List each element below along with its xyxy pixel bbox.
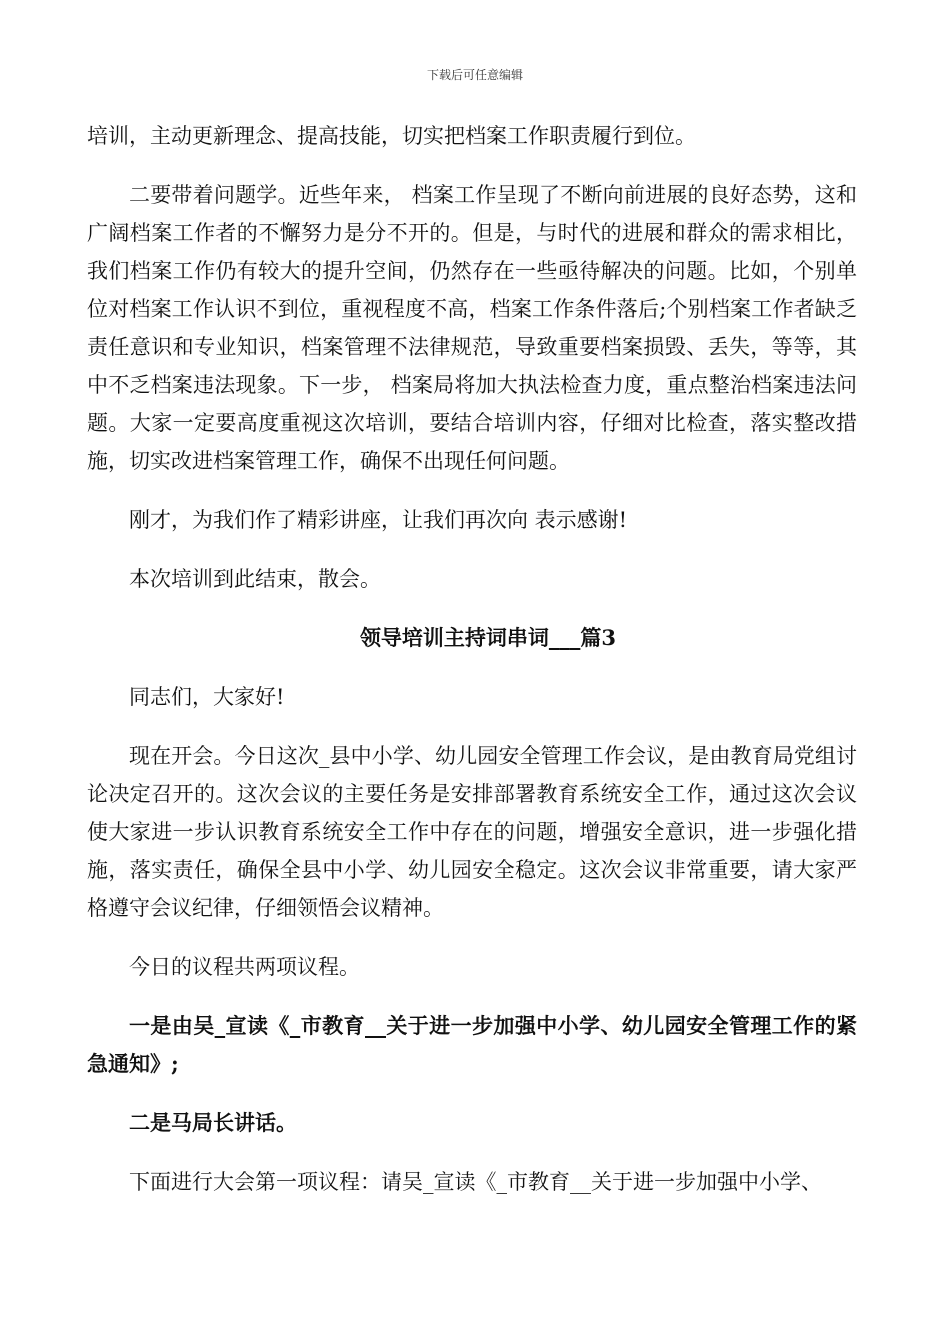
agenda-item-2: 二是马局长讲话。 bbox=[129, 1110, 297, 1135]
paragraph-3: 刚才，为我们作了精彩讲座，让我们再次向 表示感谢! bbox=[129, 508, 628, 532]
paragraph-5: 同志们，大家好! bbox=[129, 685, 285, 709]
page-header-note: 下载后可任意编辑 bbox=[426, 68, 523, 82]
paragraph-10: 下面进行大会第一项议程：请吴_宣读《_市教育__关于进一步加强中小学、 bbox=[129, 1170, 822, 1194]
agenda-item-1: 一是由吴_宣读《_市教育__关于进一步加强中小学、幼儿园安全管理工作的紧急通知》; bbox=[87, 1013, 857, 1076]
paragraph-4: 本次培训到此结束，散会。 bbox=[129, 567, 381, 591]
paragraph-1: 培训，主动更新理念、提高技能，切实把档案工作职责履行到位。 bbox=[87, 124, 696, 148]
paragraph-6: 现在开会。今日这次_县中小学、幼儿园安全管理工作会议，是由教育局党组讨论决定召开的。这次会议的主要任务是安排部署教育系统安全工作，通过这次会议使大家进一步认识教育系统安全工作中存在的问题，增强安全意识，进一步强化措施，落实责任，确保全县中小学、幼儿园安全稳定。这次会议非常重要，请大家严格遵守会议纪律，仔细领悟会议精神。 bbox=[87, 744, 857, 920]
document-body bbox=[87, 117, 857, 1201]
section-heading: 领导培训主持词串词___篇3 bbox=[359, 625, 617, 650]
paragraph-7: 今日的议程共两项议程。 bbox=[129, 955, 360, 979]
paragraph-2: 二要带着问题学。近些年来， 档案工作呈现了不断向前进展的良好态势，这和广阔档案工作者的不懈努力是分不开的。但是，与时代的进展和群众的需求相比，我们档案工作仍有较大的提升空间，仍然存在一些亟待解决的问题。比如，个别单位对档案工作认识不到位，重视程度不高，档案工作条件落后;个别档案工作者缺乏责任意识和专业知识，档案管理不法律规范，导致重要档案损毁、丢失，等等，其中不乏档案违法现象。下一步， 档案局将加大执法检查力度，重点整治档案违法问题。大家一定要高度重视这次培训，要结合培训内容，仔细对比检查，落实整改措施，切实改进档案管理工作，确保不出现任何问题。 bbox=[87, 183, 857, 473]
